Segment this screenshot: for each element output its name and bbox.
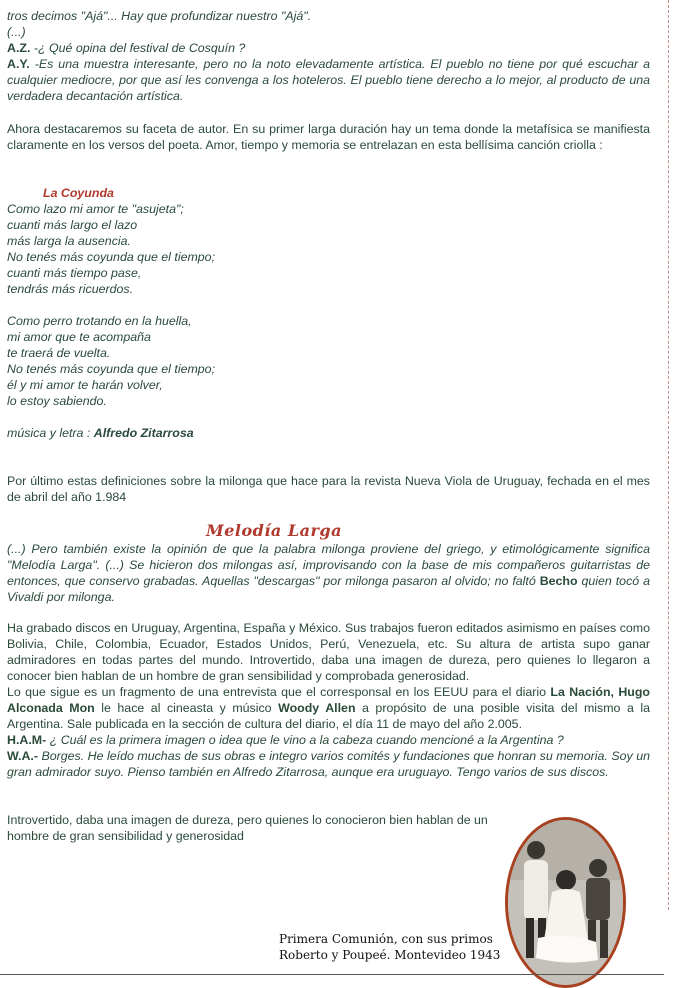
poem-la-coyunda [7, 185, 215, 441]
intro-line: tros decimos "Ajá"... Hay que profundizar nuestro "Ajá". [7, 9, 312, 23]
hugo-alconada-mon: Hugo Alconada Mon [7, 685, 650, 715]
credit-name: Alfredo Zitarrosa [93, 426, 194, 440]
ellipsis: (...) [7, 25, 26, 39]
margin-divider [668, 0, 669, 910]
ay-answer [7, 56, 650, 104]
melodia-text-end: quien tocó a Vivaldi por milonga. [7, 574, 650, 604]
melodia-larga-title: Melodía Larga [206, 521, 342, 540]
interview-block-top [7, 8, 650, 104]
credit-label: música y letra : [7, 426, 94, 440]
ay-label: A.Y. [7, 57, 30, 71]
poem-line: más larga la ausencia. [7, 234, 131, 248]
autor-paragraph: Ahora destacaremos su faceta de autor. En su primer larga duración hay un tema donde la metafísica se manifiesta claramente en los versos del poeta. Amor, tiempo y memoria se entrelazan en esta bellísima canción criolla : [7, 122, 650, 152]
biography-block [7, 620, 650, 780]
entrevista-text-2: le hace al cineasta y músico [94, 701, 279, 715]
poem-line: No tenés más coyunda que el tiempo; [7, 362, 216, 376]
wa-text: Borges. He leído muchas de sus obras e integro varios comités y fundaciones que honran su memoria. Soy un gran admirador suyo. Pienso también en Alfredo Zitarrosa, aunque era uruguayo. Tengo varios de sus discos. [7, 749, 650, 779]
photo-caption [279, 931, 500, 963]
melodia-text: (...) Pero también existe la opinión de que la palabra milonga proviene del griego, y etimológicamente significa "Melodía Larga". (...) Se hicieron dos milongas así, improvisando con la base de mis compañeros guitarristas de entonces, que conservo grabadas. Aquellas "descargas" por milonga pasaron al olvido; no faltó [7, 542, 650, 588]
poem-stanza-1 [7, 201, 215, 297]
woody-allen: Woody Allen [278, 701, 356, 715]
az-label: A.Z. [7, 41, 31, 55]
poem-line: Como perro trotando en la huella, [7, 314, 192, 328]
az-text: -¿ Qué opina del festival de Cosquín ? [30, 41, 246, 55]
poem-line: mi amor que te acompaña [7, 330, 151, 344]
poem-line: Como lazo mi amor te "asujeta"; [7, 202, 184, 216]
grabado-paragraph: Ha grabado discos en Uruguay, Argentina, España y México. Sus trabajos fueron editados asimismo en países como Bolivia, Chile, Colombia, Ecuador, Estados Unidos, Perú, Venezuela, etc. Su altura de artista supo ganar admiradores en todas partes del mundo. Introvertido, daba una imagen de dureza, pero quienes lo llegaron a conocer bien hablan de un hombre de gran sensibilidad y comprobada generosidad. [7, 621, 650, 683]
closing-line: hombre de gran sensibilidad y generosidad [7, 829, 244, 843]
ay-text: -Es una muestra interesante, pero no la noto elevadamente artística. El pueblo no tiene por qué escuchar a cualquier mediocre, por que así les convenga a los hoteleros. El pueblo tiene derecho a lo mejor, al producto de una verdadera decantación artística. [7, 57, 650, 103]
first-communion-photo [505, 817, 626, 988]
closing-paragraph [7, 812, 488, 844]
poem-line: No tenés más coyunda que el tiempo; [7, 250, 216, 264]
poem-line: te traerá de vuelta. [7, 346, 111, 360]
melodia-paragraph [7, 541, 650, 605]
closing-line: Introvertido, daba una imagen de dureza, pero quienes lo conocieron bien hablan de un [7, 813, 488, 827]
poem-title: La Coyunda [43, 186, 114, 200]
poem-line: él y mi amor te harán volver, [7, 378, 163, 392]
ham-question [7, 732, 650, 748]
poem-stanza-2 [7, 313, 215, 409]
poem-line: cuanti más largo el lazo [7, 218, 138, 232]
az-question [7, 40, 650, 56]
caption-line: Primera Comunión, con sus primos [279, 932, 493, 946]
caption-line: Roberto y Poupeé. Montevideo 1943 [279, 948, 501, 962]
entrevista-text-3: a propósito de una posible visita del mismo a la Argentina. Sale publicada en la sección de cultura del diario, el día 11 de mayo del año 2.005. [7, 701, 651, 731]
ham-label: H.A.M- [7, 733, 47, 747]
poem-line: lo estoy sabiendo. [7, 394, 107, 408]
wa-label: W.A.- [7, 749, 38, 763]
entrevista-paragraph [7, 684, 650, 732]
ultimo-paragraph: Por último estas definiciones sobre la milonga que hace para la revista Nueva Viola de Uruguay, fechada en el mes de abril del año 1.984 [7, 474, 650, 504]
poem-credit [7, 425, 215, 441]
ham-text: ¿ Cuál es la primera imagen o idea que le vino a la cabeza cuando mencioné a la Argentina ? [46, 733, 564, 747]
becho-name: Becho [539, 574, 578, 588]
poem-line: cuanti más tiempo pase, [7, 266, 142, 280]
entrevista-text: Lo que sigue es un fragmento de una entrevista que el corresponsal en los EEUU para el diario [7, 685, 551, 699]
photo-illustration [508, 820, 623, 985]
wa-answer [7, 748, 650, 780]
la-nacion: La Nación, [550, 685, 614, 699]
bottom-rule [0, 974, 664, 975]
poem-line: tendrás más ricuerdos. [7, 282, 134, 296]
